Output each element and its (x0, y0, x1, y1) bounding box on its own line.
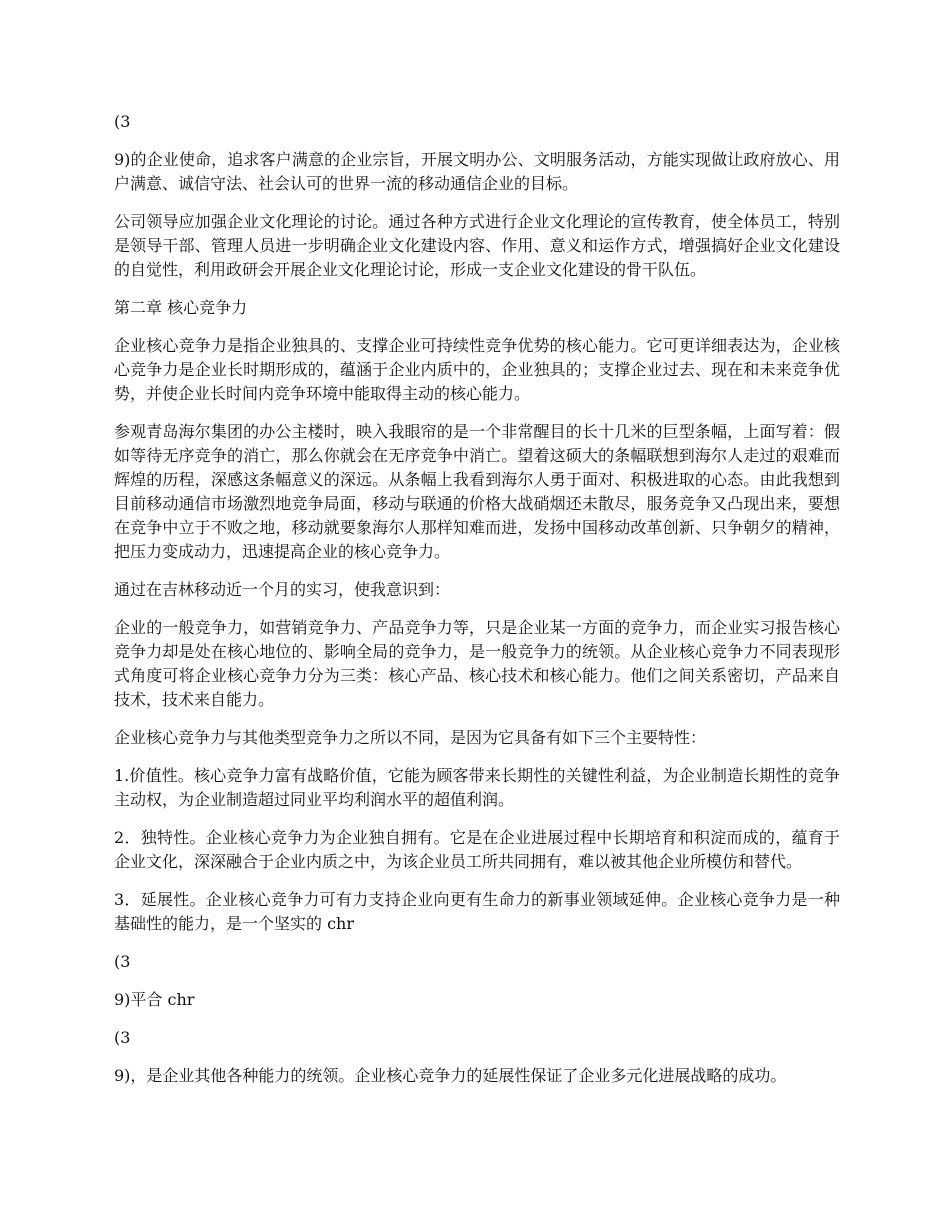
document-page (114, 110, 840, 1102)
paragraph: (3 (114, 952, 131, 971)
chapter-heading: 第二章 核心竞争力 (114, 298, 248, 317)
paragraph: (3 (114, 112, 131, 131)
paragraph: (3 (114, 1028, 131, 1047)
paragraph: 通过在吉林移动近一个月的实习，使我意识到： (114, 580, 451, 599)
list-item: 2．独特性。企业核心竞争力为企业独自拥有。它是在企业进展过程中长期培育和积淀而成的，蕴育于企业文化，深深融合于企业内质之中，为该企业员工所共同拥有，难以被其他企业所模仿和替代。 (114, 828, 840, 871)
paragraph: 公司领导应加强企业文化理论的讨论。通过各种方式进行企业文化理论的宣传教育，使全体员工，特别是领导干部、管理人员进一步明确企业文化建设内容、作用、意义和运作方式，增强搞好企业文化建设的自觉性，利用政研会开展企业文化理论讨论，形成一支企业文化建设的骨干队伍。 (114, 212, 840, 279)
paragraph: 参观青岛海尔集团的办公主楼时，映入我眼帘的是一个非常醒目的长十几米的巨型条幅，上面写着：假如等待无序竞争的消亡，那么你就会在无序竞争中消亡。望着这硕大的条幅联想到海尔人走过的艰难而辉煌的历程，深感这条幅意义的深远。从条幅上我看到海尔人勇于面对、积极进取的心态。由此我想到目前移动通信市场激烈地竞争局面，移动与联通的价格大战硝烟还未散尽，服务竞争又凸现出来，要想在竞争中立于不败之地，移动就要象海尔人那样知难而进，发扬中国移动改革创新、只争朝夕的精神，把压力变成动力，迅速提高企业的核心竞争力。 (114, 422, 840, 561)
paragraph: 9)，是企业其他各种能力的统领。企业核心竞争力的延展性保证了企业多元化进展战略的成功。 (114, 1066, 787, 1085)
paragraph: 企业核心竞争力是指企业独具的、支撑企业可持续性竞争优势的核心能力。它可更详细表达为，企业核心竞争力是企业长时期形成的，蕴涵于企业内质中的，企业独具的；支撑企业过去、现在和未来竞争优势，并使企业长时间内竞争环境中能取得主动的核心能力。 (114, 336, 840, 403)
paragraph: 企业的一般竞争力，如营销竞争力、产品竞争力等，只是企业某一方面的竞争力，而企业实习报告核心竞争力却是处在核心地位的、影响全局的竞争力，是一般竞争力的统领。从企业核心竞争力不同表现形式角度可将企业核心竞争力分为三类：核心产品、核心技术和核心能力。他们之间关系密切，产品来自技术，技术来自能力。 (114, 618, 840, 709)
paragraph: 9)的企业使命，追求客户满意的企业宗旨，开展文明办公、文明服务活动，方能实现做让政府放心、用户满意、诚信守法、社会认可的世界一流的移动通信企业的目标。 (114, 150, 840, 193)
list-item: 3．延展性。企业核心竞争力可有力支持企业向更有生命力的新事业领域延伸。企业核心竞争力是一种基础性的能力，是一个坚实的 chr (114, 890, 840, 933)
paragraph: 9)平合 chr (114, 990, 195, 1009)
list-item: 1.价值性。核心竞争力富有战略价值，它能为顾客带来长期性的关键性利益，为企业制造长期性的竞争主动权，为企业制造超过同业平均利润水平的超值利润。 (114, 766, 840, 809)
paragraph: 企业核心竞争力与其他类型竞争力之所以不同，是因为它具备有如下三个主要特性： (114, 728, 707, 747)
